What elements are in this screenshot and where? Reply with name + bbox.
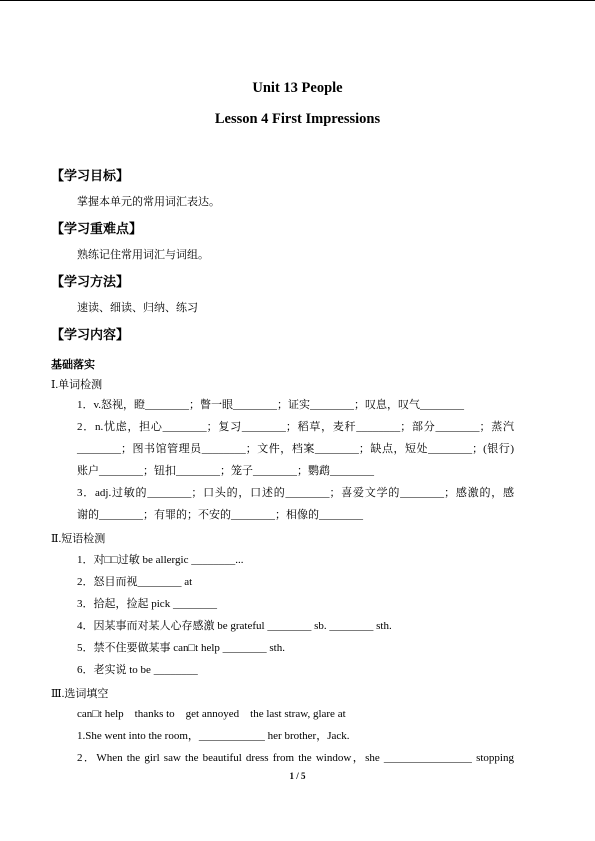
key-text: 熟练记住常用词汇与词组。 — [77, 249, 209, 261]
page-subtitle: Lesson 4 First Impressions — [214, 111, 381, 127]
goal-heading: 【学习目标】 — [51, 169, 130, 184]
phrase-item: 3．拾起，捡起 pick ________ — [77, 598, 217, 610]
part3-heading: Ⅲ.选词填空 — [51, 688, 109, 700]
phrase-item: 4．因某事而对某人心存感激 be grateful ________ sb. ________ sth. — [77, 620, 392, 632]
fill-question-2: 2．When the girl saw the beautiful dress from the window，she ________________ stopping — [77, 752, 514, 764]
part1-heading: Ⅰ.单词检测 — [51, 379, 103, 391]
phrase-item: 6．老实说 to be ________ — [77, 664, 198, 676]
part1-line3: ________；图书馆管理员________；文件，档案________；缺点，短处________；(银行) — [77, 443, 514, 455]
part2-heading: Ⅱ.短语检测 — [51, 533, 106, 545]
method-heading: 【学习方法】 — [51, 275, 130, 290]
basics-heading: 基础落实 — [51, 358, 95, 371]
part1-line1: 1．v.怒视，瞪________；瞥一眼________；证实________；叹息，叹气________ — [77, 399, 465, 411]
top-rule — [0, 0, 595, 1]
word-options: can□t help thanks to get annoyed the last straw, glare at — [77, 708, 346, 720]
fill-question-1: 1.She went into the room，____________ her brother，Jack. — [77, 730, 350, 742]
page-number: 1 / 5 — [289, 771, 306, 781]
phrase-item: 2．怒目而视________ at — [77, 576, 193, 588]
key-heading: 【学习重难点】 — [51, 222, 143, 237]
goal-text: 掌握本单元的常用词汇表达。 — [77, 196, 220, 208]
part1-line6: 谢的________；有罪的；不安的________；相像的________ — [77, 509, 363, 521]
page-title: Unit 13 People — [252, 80, 343, 96]
part1-line5: 3．adj.过敏的________；口头的，口述的________；喜爱文学的________；感激的，感 — [77, 487, 514, 499]
method-text: 速读、细读、归纳、练习 — [77, 302, 198, 314]
part1-line4: 账户________；钮扣________；笼子________；鹦鹉________ — [77, 465, 374, 477]
content-heading: 【学习内容】 — [51, 328, 130, 343]
part1-line2: 2．n.忧虑，担心________；复习________；稻草，麦秆________；部分________；蒸汽 — [77, 421, 514, 433]
phrase-item: 1．对□□过敏 be allergic ________... — [77, 554, 244, 566]
phrase-item: 5．禁不住要做某事 can□t help ________ sth. — [77, 642, 285, 654]
